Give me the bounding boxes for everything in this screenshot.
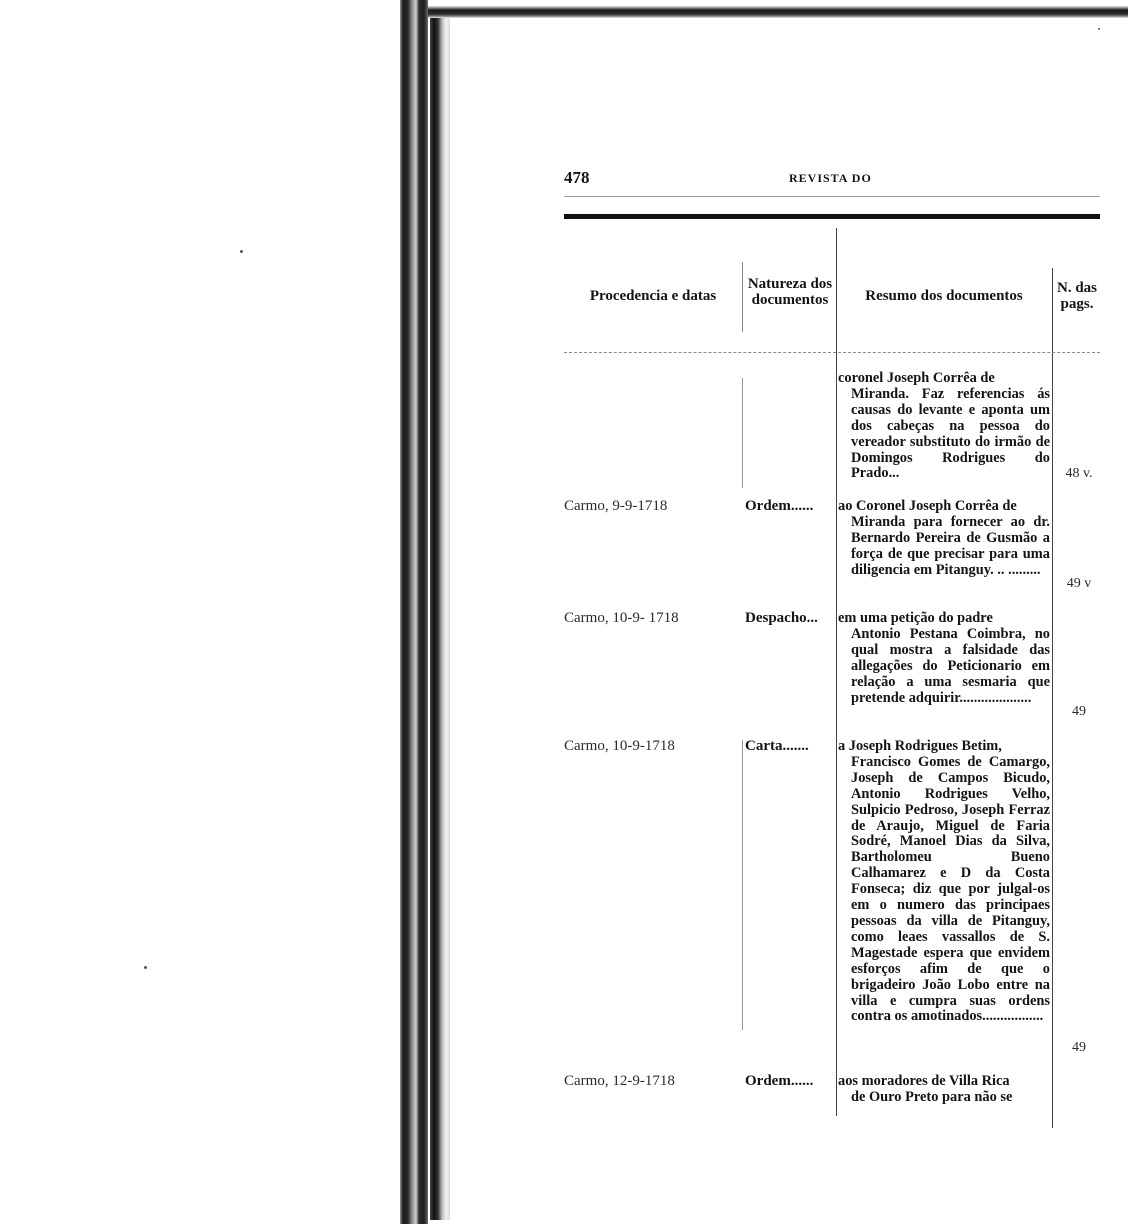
table-row-4-resumo [838, 1074, 1050, 1106]
resumo-first-line: aos moradores de Villa Rica [838, 1073, 1010, 1089]
column-divider [836, 228, 837, 1116]
table-row-3-pags: 49 [1072, 1040, 1086, 1055]
column-header-procedencia: Procedencia e datas [589, 288, 717, 304]
table-row-1-resumo [838, 499, 1050, 579]
table-row-4-natureza: Ordem...... [745, 1073, 814, 1089]
resumo-first-line: em uma petição do padre [838, 610, 993, 626]
table-row-1-procedencia: Carmo, 9-9-1718 [564, 498, 668, 514]
resumo-first-line: coronel Joseph Corrêa de [838, 370, 995, 386]
resumo-continuation: Miranda. Faz referencias ás causas do levante e aponta um dos cabeças na pessoa do vereador substituto do irmão de Domingos Rodrigues do Prado... [851, 385, 1050, 482]
scan-speck [1098, 28, 1100, 30]
column-divider [742, 740, 743, 1030]
scan-speck [240, 250, 243, 253]
table-row-0-pags: 48 v. [1065, 466, 1093, 481]
header-rule [564, 196, 1100, 197]
table-row-2-natureza: Despacho... [745, 610, 818, 626]
column-divider [742, 262, 743, 332]
table-row-1-natureza: Ordem...... [745, 498, 814, 514]
resumo-continuation: de Ouro Preto para não se [851, 1088, 1013, 1105]
column-header-pags: N. das pags. [1056, 280, 1097, 312]
table-top-rule [564, 214, 1100, 219]
resumo-first-line: ao Coronel Joseph Corrêa de [838, 498, 1017, 514]
resumo-continuation: Miranda para fornecer ao dr. Bernardo Pereira de Gusmão a força de que precisar para uma diligencia em Pitanguy. .. ......... [851, 513, 1050, 578]
table-row-3-resumo [838, 739, 1050, 1025]
column-divider [1052, 268, 1053, 1128]
table-row-1-pags: 49 v [1066, 576, 1092, 591]
page-number: 478 [564, 168, 590, 187]
table-row-2-procedencia: Carmo, 10-9- 1718 [564, 610, 679, 626]
resumo-first-line: a Joseph Rodrigues Betim, [838, 738, 1002, 754]
column-divider [742, 378, 743, 488]
table-row-2-pags: 49 [1072, 704, 1086, 719]
page-top-edge [428, 6, 1128, 18]
page-gutter-shadow [430, 10, 450, 1220]
column-header-resumo: Resumo dos documentos [865, 288, 1023, 304]
header-bottom-rule [564, 352, 1100, 353]
resumo-continuation: Francisco Gomes de Camargo, Joseph de Campos Bicudo, Antonio Rodrigues Velho, Sulpicio Pedroso, Joseph Ferraz de Araujo, Miguel de Faria Sodré, Manoel Dias da Silva, Bartholomeu Bueno Calhamarez e D da Costa Fonseca; diz que por julgal-os em o numero das principaes pessoas da villa de Pitanguy, como leaes vassallos de S. Magestade espera que envidem esforços afim de que o brigadeiro João Lobo entre na villa e cumpra suas ordens contra os amotinados................. [851, 753, 1050, 1025]
table-row-3-procedencia: Carmo, 10-9-1718 [564, 738, 675, 754]
table-row-3-natureza: Carta....... [745, 738, 809, 754]
table-row-4-procedencia: Carmo, 12-9-1718 [564, 1073, 675, 1089]
resumo-continuation: Antonio Pestana Coimbra, no qual mostra a falsidade das allegações do Peticionario em relação a uma sesmaria que pretende adquirir.................... [851, 625, 1050, 706]
table-row-0-resumo [838, 371, 1050, 482]
running-title: REVISTA DO [789, 171, 872, 185]
scan-speck [144, 966, 147, 969]
column-header-natureza: Natureza dos documentos [747, 276, 833, 308]
running-head [564, 168, 1100, 190]
book-binding-edge [400, 0, 428, 1224]
table-row-2-resumo [838, 611, 1050, 706]
